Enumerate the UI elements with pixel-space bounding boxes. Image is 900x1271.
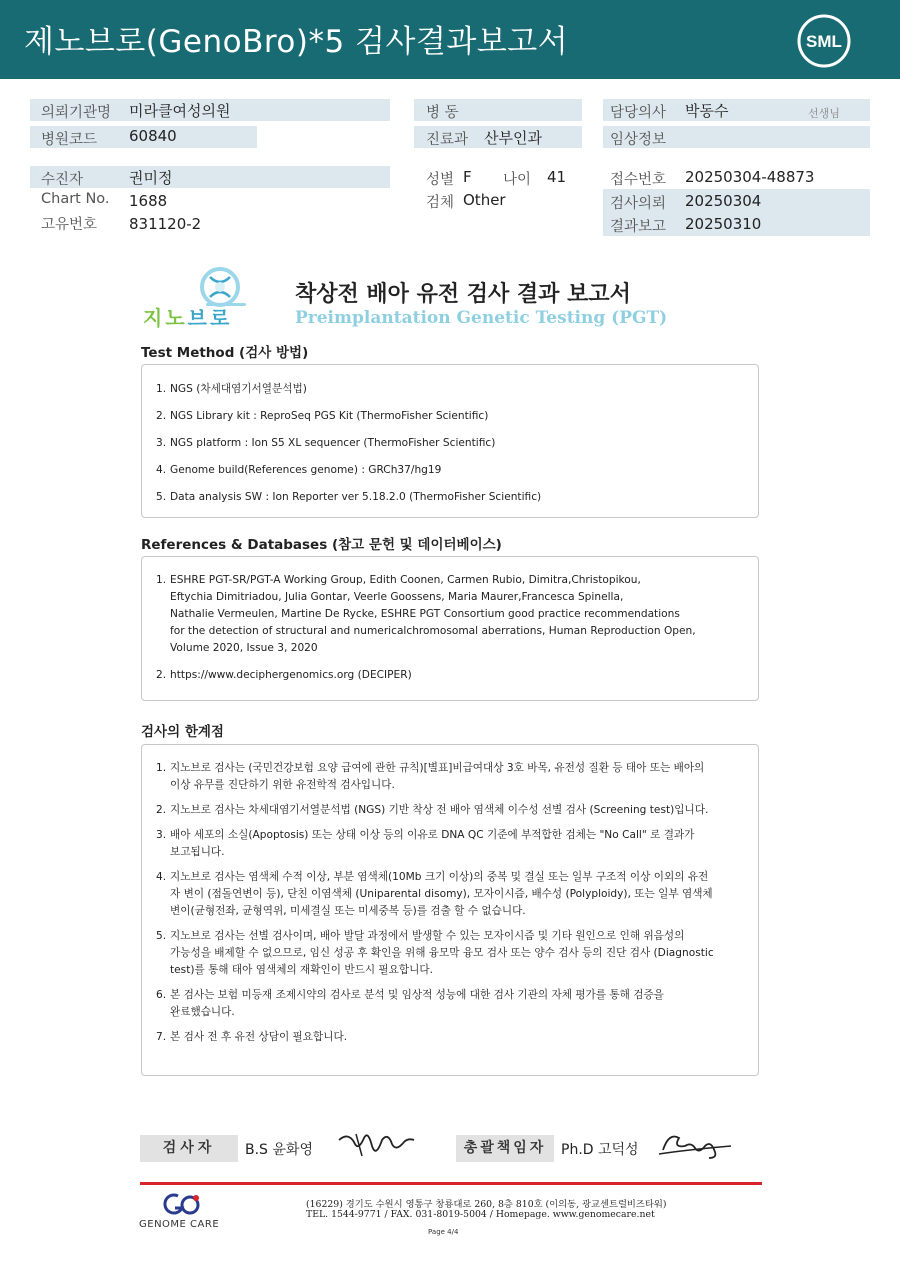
doctor-label: 담당의사 bbox=[610, 105, 667, 121]
director-signature bbox=[655, 1128, 735, 1162]
requesting-institution-value: 미라클여성의원 bbox=[129, 102, 231, 120]
receipt-no-value: 20250304-48873 bbox=[685, 168, 815, 186]
list-item-line: Eftychia Dimitriadou, Julia Gontar, Veerle Goossens, Maria Maurer,Francesca Spinella, bbox=[170, 591, 624, 603]
list-item-line: 지노브로 검사는 (국민건강보험 요양 급여에 관한 규칙)[별표]비급여대상 3호 바목, 유전성 질환 등 태아 또는 배아의 bbox=[170, 762, 705, 774]
list-item-line: 본 검사 전 후 유전 상담이 필요합니다. bbox=[170, 1031, 348, 1043]
limitations-heading: 검사의 한계점 bbox=[141, 724, 224, 740]
list-item-number: 7. bbox=[156, 1031, 167, 1043]
report-date-label: 결과보고 bbox=[610, 219, 667, 235]
list-item bbox=[142, 667, 758, 684]
genobro-logo-text: 지노브로 bbox=[143, 306, 233, 330]
chart-no-value: 1688 bbox=[129, 192, 168, 210]
list-item-line: 이상 유무를 진단하기 위한 유전학적 검사입니다. bbox=[170, 779, 395, 791]
ward-label: 병 동 bbox=[426, 105, 459, 121]
list-item-number: 3. bbox=[156, 829, 167, 841]
list-item-number: 6. bbox=[156, 989, 167, 1001]
list-item-number: 2. bbox=[156, 669, 167, 681]
references-heading: References & Databases (참고 문헌 및 데이터베이스) bbox=[141, 537, 502, 553]
tester-signature bbox=[336, 1128, 416, 1162]
list-item-number: 2. bbox=[156, 804, 167, 816]
list-item-line: ESHRE PGT-SR/PGT-A Working Group, Edith Coonen, Carmen Rubio, Dimitra,Christopikou, bbox=[170, 574, 641, 586]
report-subtitle: Preimplantation Genetic Testing (PGT) bbox=[295, 308, 668, 328]
list-item-number: 4. bbox=[156, 464, 167, 476]
genome-care-name: GENOME CARE bbox=[139, 1219, 220, 1230]
patient-row-bg bbox=[30, 166, 390, 188]
list-item-line: Volume 2020, Issue 3, 2020 bbox=[170, 642, 318, 654]
list-item bbox=[142, 802, 758, 819]
sml-logo bbox=[796, 13, 852, 69]
genome-care-logo bbox=[160, 1192, 202, 1218]
receipt-no-label: 접수번호 bbox=[610, 172, 667, 188]
chart-no-label: Chart No. bbox=[41, 191, 110, 207]
clinical-info-label: 임상정보 bbox=[610, 132, 667, 148]
department-value: 산부인과 bbox=[484, 129, 542, 147]
list-item-line: Nathalie Vermeulen, Martine De Rycke, ESHRE PGT Consortium good practice recommendations bbox=[170, 608, 680, 620]
specimen-value: Other bbox=[463, 191, 506, 209]
request-date-value: 20250304 bbox=[685, 192, 762, 210]
list-item bbox=[142, 987, 758, 1021]
unique-no-label: 고유번호 bbox=[41, 217, 98, 233]
list-item-line: 완료했습니다. bbox=[170, 1006, 235, 1018]
list-item-line: 지노브로 검사는 차세대염기서열분석법 (NGS) 기반 착상 전 배아 염색체 이수성 선별 검사 (Screening test)입니다. bbox=[170, 804, 709, 816]
specimen-label: 검체 bbox=[426, 195, 455, 211]
report-header bbox=[0, 0, 900, 79]
report-date-value: 20250310 bbox=[685, 215, 762, 233]
list-item-line: https://www.deciphergenomics.org (DECIPER) bbox=[170, 669, 412, 681]
list-item-number: 5. bbox=[156, 491, 167, 503]
sex-label: 성별 bbox=[426, 172, 455, 188]
list-item-line: test)를 통해 태아 염색체의 재확인이 반드시 필요합니다. bbox=[170, 964, 433, 976]
limitations-box bbox=[141, 744, 759, 1076]
list-item-number: 5. bbox=[156, 930, 167, 942]
footer-divider bbox=[140, 1182, 762, 1185]
list-item-number: 4. bbox=[156, 871, 167, 883]
director-label: 총괄책임자 bbox=[456, 1135, 554, 1162]
list-item-text: NGS Library kit : ReproSeq PGS Kit (ThermoFisher Scientific) bbox=[170, 410, 489, 422]
list-item-number: 2. bbox=[156, 410, 167, 422]
list-item bbox=[142, 408, 758, 425]
list-item-text: Data analysis SW : Ion Reporter ver 5.18.2.0 (ThermoFisher Scientific) bbox=[170, 491, 542, 503]
list-item bbox=[142, 489, 758, 506]
list-item bbox=[142, 760, 758, 794]
list-item-line: 지노브로 검사는 염색체 수적 이상, 부분 염색체(10Mb 크기 이상)의 중복 및 결실 또는 일부 구조적 이상 이외의 유전 bbox=[170, 871, 709, 883]
list-item bbox=[142, 1029, 758, 1046]
list-item-number: 1. bbox=[156, 383, 167, 395]
list-item bbox=[142, 435, 758, 452]
requesting-institution-label: 의뢰기관명 bbox=[41, 105, 112, 121]
list-item-line: 자 변이 (점돌연변이 등), 단친 이염색체 (Uniparental disomy), 모자이시즘, 배수성 (Polyploidy), 또는 일부 염색체 bbox=[170, 888, 713, 900]
doctor-value: 박동수 bbox=[685, 102, 729, 120]
list-item bbox=[142, 928, 758, 979]
list-item-number: 1. bbox=[156, 762, 167, 774]
list-item bbox=[142, 869, 758, 920]
list-item bbox=[142, 572, 758, 657]
hospital-code-label: 병원코드 bbox=[41, 132, 98, 148]
list-item-line: 보고됩니다. bbox=[170, 846, 225, 858]
header-title: 제노브로(GenoBro)*5 검사결과보고서 bbox=[24, 24, 569, 60]
list-item-line: 가능성을 배제할 수 없으므로, 임신 성공 후 확인을 위해 융모막 융모 검사 또는 양수 검사 등의 진단 검사 (Diagnostic bbox=[170, 947, 714, 959]
list-item bbox=[142, 827, 758, 861]
references-box bbox=[141, 556, 759, 701]
request-date-label: 검사의뢰 bbox=[610, 196, 667, 212]
director-name: Ph.D 고덕성 bbox=[561, 1142, 639, 1158]
doctor-suffix: 선생님 bbox=[808, 107, 840, 120]
list-item bbox=[142, 381, 758, 398]
unique-no-value: 831120-2 bbox=[129, 215, 202, 233]
list-item bbox=[142, 462, 758, 479]
test-method-box bbox=[141, 364, 759, 518]
test-method-heading: Test Method (검사 방법) bbox=[141, 345, 309, 361]
sex-value: F bbox=[463, 168, 472, 186]
footer-contact: TEL. 1544-9771 / FAX. 031-8019-5004 / Homepage. www.genomecare.net bbox=[306, 1209, 655, 1220]
patient-label: 수진자 bbox=[41, 172, 84, 188]
age-value: 41 bbox=[547, 168, 567, 186]
page-number: Page 4/4 bbox=[428, 1228, 459, 1236]
list-item-number: 3. bbox=[156, 437, 167, 449]
patient-name-value: 권미정 bbox=[129, 169, 173, 187]
list-item-line: 본 검사는 보험 미등재 조제시약의 검사로 분석 및 임상적 성능에 대한 검사 기관의 자체 평가를 통해 검증을 bbox=[170, 989, 664, 1001]
footer-address: (16229) 경기도 수원시 영통구 창룡대로 260, 8층 810호 (이의동, 광교센트럴비즈타워) bbox=[306, 1199, 667, 1210]
list-item-text: Genome build(References genome) : GRCh37/hg19 bbox=[170, 464, 442, 476]
list-item-line: for the detection of structural and numericalchromosomal aberrations, Human Reproduction Open, bbox=[170, 625, 696, 637]
age-label: 나이 bbox=[503, 172, 532, 188]
svg-text:SML: SML bbox=[806, 32, 842, 51]
tester-label: 검사자 bbox=[140, 1135, 238, 1162]
list-item-number: 1. bbox=[156, 574, 167, 586]
department-label: 진료과 bbox=[426, 132, 469, 148]
list-item-line: 지노브로 검사는 선별 검사이며, 배아 발달 과정에서 발생할 수 있는 모자이시즘 및 기타 원인으로 인해 위음성의 bbox=[170, 930, 685, 942]
report-title: 착상전 배아 유전 검사 결과 보고서 bbox=[295, 282, 631, 307]
list-item-text: NGS (차세대염기서열분석법) bbox=[170, 383, 307, 395]
tester-name: B.S 윤화영 bbox=[245, 1142, 313, 1158]
list-item-line: 배아 세포의 소실(Apoptosis) 또는 상태 이상 등의 이유로 DNA QC 기준에 부적합한 검체는 "No Call" 로 결과가 bbox=[170, 829, 695, 841]
list-item-text: NGS platform : Ion S5 XL sequencer (ThermoFisher Scientific) bbox=[170, 437, 496, 449]
list-item-line: 변이(균형전좌, 균형역위, 미세결실 또는 미세중복 등)를 검출 할 수 없습니다. bbox=[170, 905, 526, 917]
hospital-code-value: 60840 bbox=[129, 127, 177, 145]
